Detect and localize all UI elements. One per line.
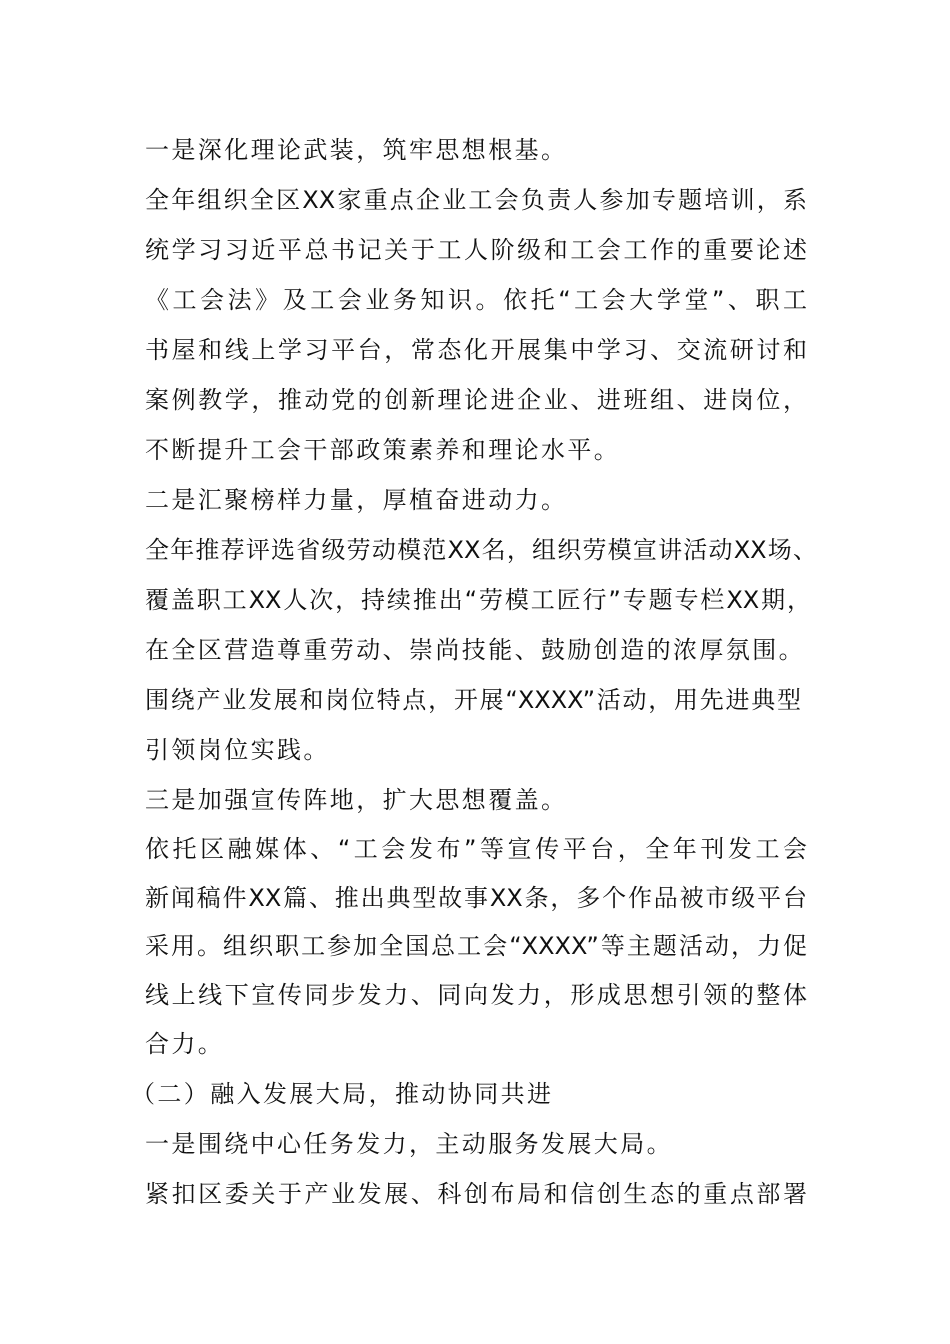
paragraph-line: 线上线下宣传同步发力、同向发力，形成思想引领的整体 [145,981,807,1009]
paragraph-line: 全年组织全区XX家重点企业工会负责人参加专题培训，系 [145,186,807,214]
paragraph-line: 书屋和线上学习平台，常态化开展集中学习、交流研讨和 [145,336,807,364]
heading-central-tasks: 一是围绕中心任务发力，主动服务发展大局。 [145,1130,673,1158]
heading-role-models: 二是汇聚榜样力量，厚植奋进动力。 [145,486,568,514]
paragraph-line: 《工会法》及工会业务知识。依托“工会大学堂”、职工 [145,286,807,314]
paragraph-line: 合力。 [145,1030,225,1058]
paragraph-line: 覆盖职工XX人次，持续推出“劳模工匠行”专题专栏XX期， [145,586,811,614]
paragraph-line: 统学习习近平总书记关于工人阶级和工会工作的重要论述 [145,236,807,264]
paragraph-line: 围绕产业发展和岗位特点，开展“XXXX”活动，用先进典型 [145,686,801,714]
paragraph-line: 不断提升工会干部政策素养和理论水平。 [145,436,621,464]
paragraph-line: 案例教学，推动党的创新理论进企业、进班组、进岗位， [145,386,807,414]
paragraph-line: 在全区营造尊重劳动、崇尚技能、鼓励创造的浓厚氛围。 [145,636,805,664]
paragraph-line: 新闻稿件XX篇、推出典型故事XX条，多个作品被市级平台 [145,884,807,912]
heading-deepen-theory: 一是深化理论武装，筑牢思想根基。 [145,136,568,164]
paragraph-line: 依托区融媒体、“工会发布”等宣传平台，全年刊发工会 [145,835,807,863]
heading-publicity: 三是加强宣传阵地，扩大思想覆盖。 [145,786,568,814]
section-heading-integrate-development: （二）融入发展大局，推动协同共进 [131,1080,554,1108]
paragraph-line: 引领岗位实践。 [145,736,330,764]
paragraph-line: 采用。组织职工参加全国总工会“XXXX”等主题活动，力促 [145,932,807,960]
paragraph-line: 全年推荐评选省级劳动模范XX名，组织劳模宣讲活动XX场、 [145,536,817,564]
paragraph-line: 紧扣区委关于产业发展、科创布局和信创生态的重点部署 [145,1180,807,1208]
